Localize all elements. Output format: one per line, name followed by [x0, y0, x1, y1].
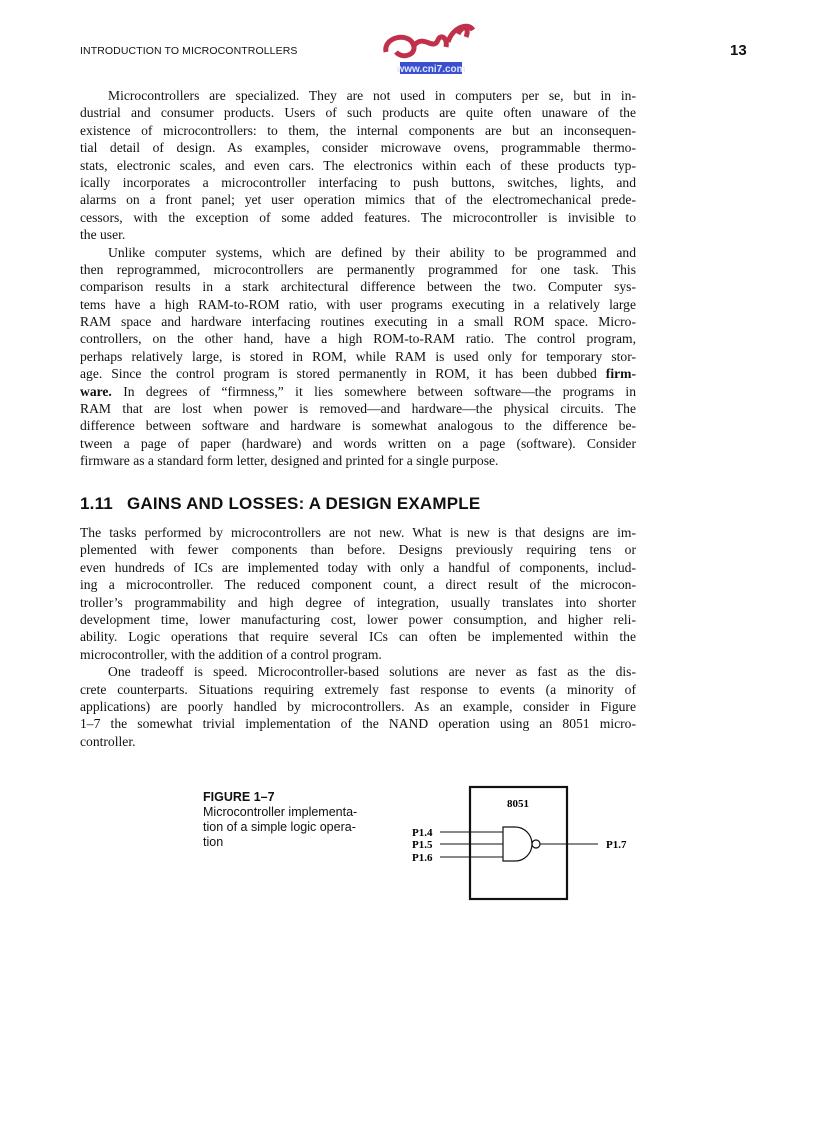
text-line: tems have a high RAM-to-ROM ratio, with user programs executing in a relatively large — [80, 296, 636, 312]
input-label: P1.6 — [412, 852, 433, 864]
watermark-logo — [378, 22, 478, 77]
output-label: P1.7 — [606, 839, 627, 851]
text-line: even hundreds of ICs are implemented today with only a handful of components, includ- — [80, 559, 636, 575]
text-line: ability. Logic operations that require several ICs can often be implemented within the — [80, 629, 636, 645]
text-line: tial detail of design. As examples, consider microwave ovens, programmable thermo- — [80, 140, 636, 156]
nand-gate-diagram — [400, 780, 660, 910]
text-line: development time, lower manufacturing cost, lower power consumption, and higher reli- — [80, 611, 636, 627]
input-label: P1.5 — [412, 839, 433, 851]
text-line: cessors, with the exception of some added features. The microcontroller is invisible to — [80, 209, 636, 225]
text-line: 1–7 the somewhat trivial implementation of the NAND operation using an 8051 micro- — [80, 716, 636, 732]
text-line: tween a page of paper (hardware) and words written on a page (software). Consider — [80, 435, 636, 451]
body-text-top — [80, 87, 636, 470]
text-line: The tasks performed by microcontrollers are not new. What is new is that designs are im- — [80, 525, 636, 540]
text-line: plemented with fewer components than before. Designs previously requiring tens or — [80, 542, 636, 558]
text-line: RAM space and hardware interfacing routines executing in a small ROM space. Micro- — [80, 314, 636, 330]
text-line: crete counterparts. Situations requiring extremely fast response to events (a minority of — [80, 681, 636, 697]
text-line: dustrial and consumer products. Users of such products are quite often unaware of the — [80, 105, 636, 121]
text-line: stats, electronic scales, and even cars. The electronics within each of these products typ- — [80, 157, 636, 173]
text-line: age. Since the control program is stored permanently in ROM, it has been dubbed firm- — [80, 366, 636, 382]
caption-line: Microcontroller implementa- — [203, 805, 358, 819]
input-label: P1.4 — [412, 827, 433, 839]
text-line: One tradeoff is speed. Microcontroller-based solutions are never as fast as the dis- — [108, 664, 636, 680]
text-line: ing a microcontroller. The reduced component count, a direct result of the microcon- — [80, 577, 636, 593]
text-line: microcontroller, with the addition of a control program. — [80, 646, 382, 662]
text-line: alarms on a front panel; yet user operation mimics that of the electromechanical prede- — [80, 192, 636, 208]
text-line: Microcontrollers are specialized. They are not used in computers per se, but in in- — [108, 88, 636, 103]
text-line: firmware as a standard form letter, designed and printed for a single purpose. — [80, 453, 499, 469]
text-line: perhaps relatively large, is stored in ROM, while RAM is used only for temporary stor- — [80, 348, 636, 364]
text-line: applications) are poorly handled by microcontrollers. As an example, consider in Figure — [80, 698, 636, 714]
inversion-bubble — [532, 840, 540, 848]
caption-line: tion — [203, 835, 224, 849]
text-line: the user. — [80, 227, 126, 243]
text-line: difference between software and hardware is somewhat analogous to the difference be- — [80, 418, 636, 434]
text-line: then reprogrammed, microcontrollers are permanently programmed for one task. This — [80, 261, 636, 277]
text-line: Unlike computer systems, which are defined by their ability to be programmed and — [108, 244, 636, 260]
bold-term: firm- — [605, 366, 636, 382]
svg-text:www.cni7.com: www.cni7.com — [396, 64, 466, 75]
text-line: controllers, on the other hand, have a high ROM-to-RAM ratio. The control program, — [80, 331, 636, 347]
page-number: 13 — [730, 42, 747, 59]
body-text-bottom — [80, 524, 636, 750]
text-line: RAM that are lost when power is removed—and hardware—the physical circuits. The — [80, 401, 636, 417]
text-line: comparison results in a stark architectural difference between the two. Computer sys- — [80, 279, 636, 295]
text-line: existence of microcontrollers: to them, the internal components are but an inconsequen- — [80, 122, 636, 138]
bold-term: ware. — [80, 383, 112, 399]
figure-caption — [203, 790, 403, 850]
figure-label: FIGURE 1–7 — [203, 790, 275, 804]
text-line: ware. In degrees of “firmness,” it lies somewhere between software—the programs in — [80, 383, 636, 399]
section-number: 1.11 — [80, 494, 113, 513]
text-line: controller. — [80, 733, 136, 749]
chip-label: 8051 — [507, 798, 529, 810]
section-title: GAINS AND LOSSES: A DESIGN EXAMPLE — [126, 494, 481, 513]
section-heading — [80, 494, 480, 514]
nand-gate — [503, 827, 532, 861]
caption-line: tion of a simple logic opera- — [203, 820, 356, 834]
running-header: INTRODUCTION TO MICROCONTROLLERS — [80, 45, 298, 57]
text-line: troller’s programmability and high degree of integration, usually translates into shorter — [80, 594, 636, 610]
text-line: ically incorporates a microcontroller interfacing to push buttons, switches, lights, and — [80, 174, 636, 190]
